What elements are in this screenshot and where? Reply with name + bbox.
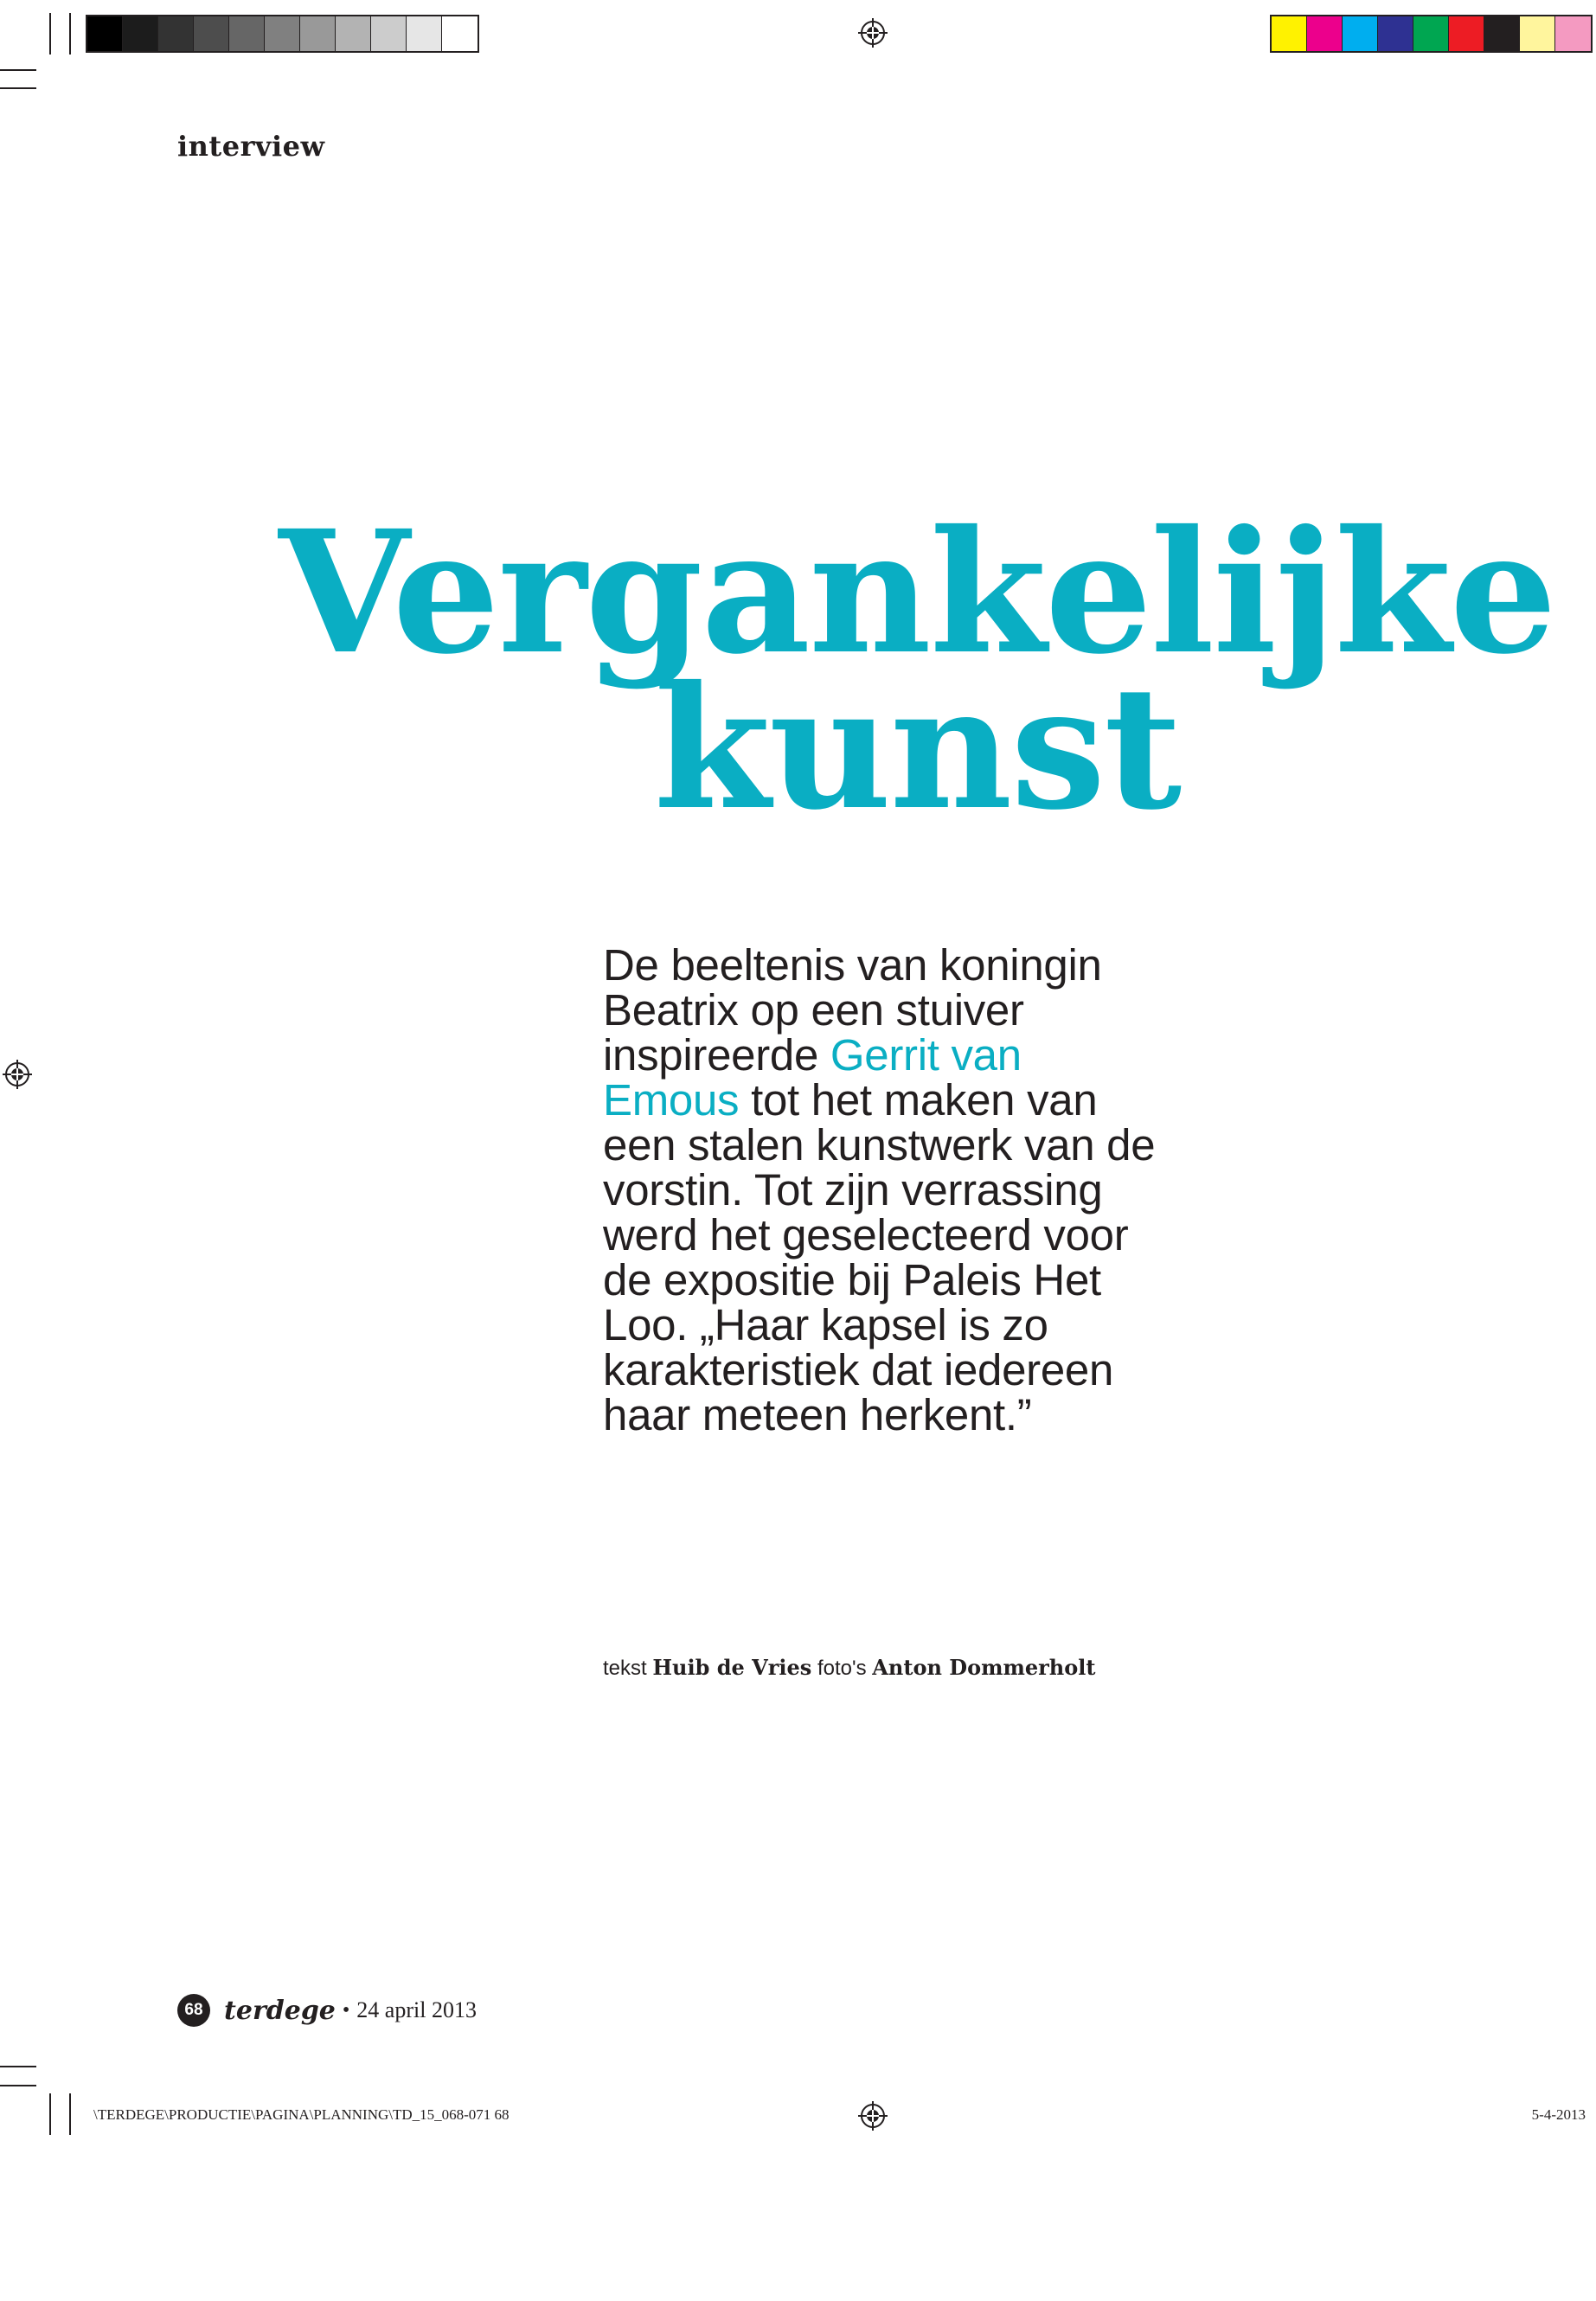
color-swatch bbox=[1520, 16, 1555, 51]
crop-mark bbox=[69, 2093, 71, 2135]
headline-line-2: kunst bbox=[653, 649, 1181, 847]
author-name: Huib de Vries bbox=[652, 1655, 812, 1680]
crop-mark bbox=[0, 2085, 36, 2086]
photo-credit-label: foto's bbox=[817, 1657, 867, 1680]
color-calibration-bar bbox=[1270, 15, 1593, 53]
text-credit-label: tekst bbox=[603, 1657, 647, 1680]
crop-mark bbox=[49, 13, 51, 54]
grey-swatch bbox=[87, 16, 123, 51]
grey-swatch bbox=[194, 16, 229, 51]
grey-swatch bbox=[407, 16, 442, 51]
grey-swatch bbox=[442, 16, 478, 51]
color-swatch bbox=[1378, 16, 1413, 51]
headline-line-1: Vergankelijke bbox=[279, 493, 1555, 691]
intro-paragraph bbox=[603, 940, 1157, 1439]
color-swatch bbox=[1307, 16, 1343, 51]
grey-swatch bbox=[229, 16, 265, 51]
page-footer bbox=[177, 1994, 477, 2027]
crop-mark bbox=[0, 87, 36, 89]
section-label: interview bbox=[177, 130, 325, 163]
grey-swatch bbox=[300, 16, 336, 51]
headline bbox=[277, 493, 1557, 847]
color-swatch bbox=[1555, 16, 1591, 51]
issue-date: 24 april 2013 bbox=[356, 1997, 477, 2022]
subject-name-highlight: Gerrit van Emous bbox=[603, 1030, 1022, 1125]
print-date-slug: 5-4-2013 bbox=[1531, 2106, 1586, 2123]
intro-text-end: tot het maken van een stalen kunstwerk van de vorstin. Tot zijn verrassing werd het geselecteerd voor de expositie bij Paleis Het Loo. „Haar kapsel is zo karakteristiek dat iedereen haar meteen herkent.” bbox=[603, 1075, 1156, 1439]
file-path-slug: \TERDEGE\PRODUCTIE\PAGINA\PLANNING\TD_15_068-071 68 bbox=[93, 2106, 510, 2123]
crop-mark bbox=[0, 69, 36, 71]
photographer-name: Anton Dommerholt bbox=[872, 1655, 1096, 1680]
color-swatch bbox=[1413, 16, 1449, 51]
crop-mark bbox=[0, 2066, 36, 2067]
grey-swatch bbox=[158, 16, 194, 51]
grey-swatch bbox=[336, 16, 371, 51]
color-swatch bbox=[1484, 16, 1520, 51]
registration-mark-icon bbox=[858, 2101, 888, 2131]
color-swatch bbox=[1272, 16, 1307, 51]
registration-mark-icon bbox=[3, 1060, 32, 1089]
crop-mark bbox=[69, 13, 71, 54]
grey-calibration-bar bbox=[86, 15, 479, 53]
footer-bullet: • bbox=[342, 1998, 350, 2022]
color-swatch bbox=[1449, 16, 1484, 51]
page-number-badge: 68 bbox=[177, 1994, 210, 2027]
crop-mark bbox=[49, 2093, 51, 2135]
grey-swatch bbox=[265, 16, 300, 51]
grey-swatch bbox=[371, 16, 407, 51]
grey-swatch bbox=[123, 16, 158, 51]
color-swatch bbox=[1343, 16, 1378, 51]
magazine-logo: terdege bbox=[224, 1995, 336, 2026]
registration-mark-icon bbox=[858, 18, 888, 48]
byline bbox=[603, 1655, 1095, 1681]
intro-text-start: De beeltenis van koningin Beatrix op een stuiver inspireerde bbox=[603, 940, 1102, 1080]
